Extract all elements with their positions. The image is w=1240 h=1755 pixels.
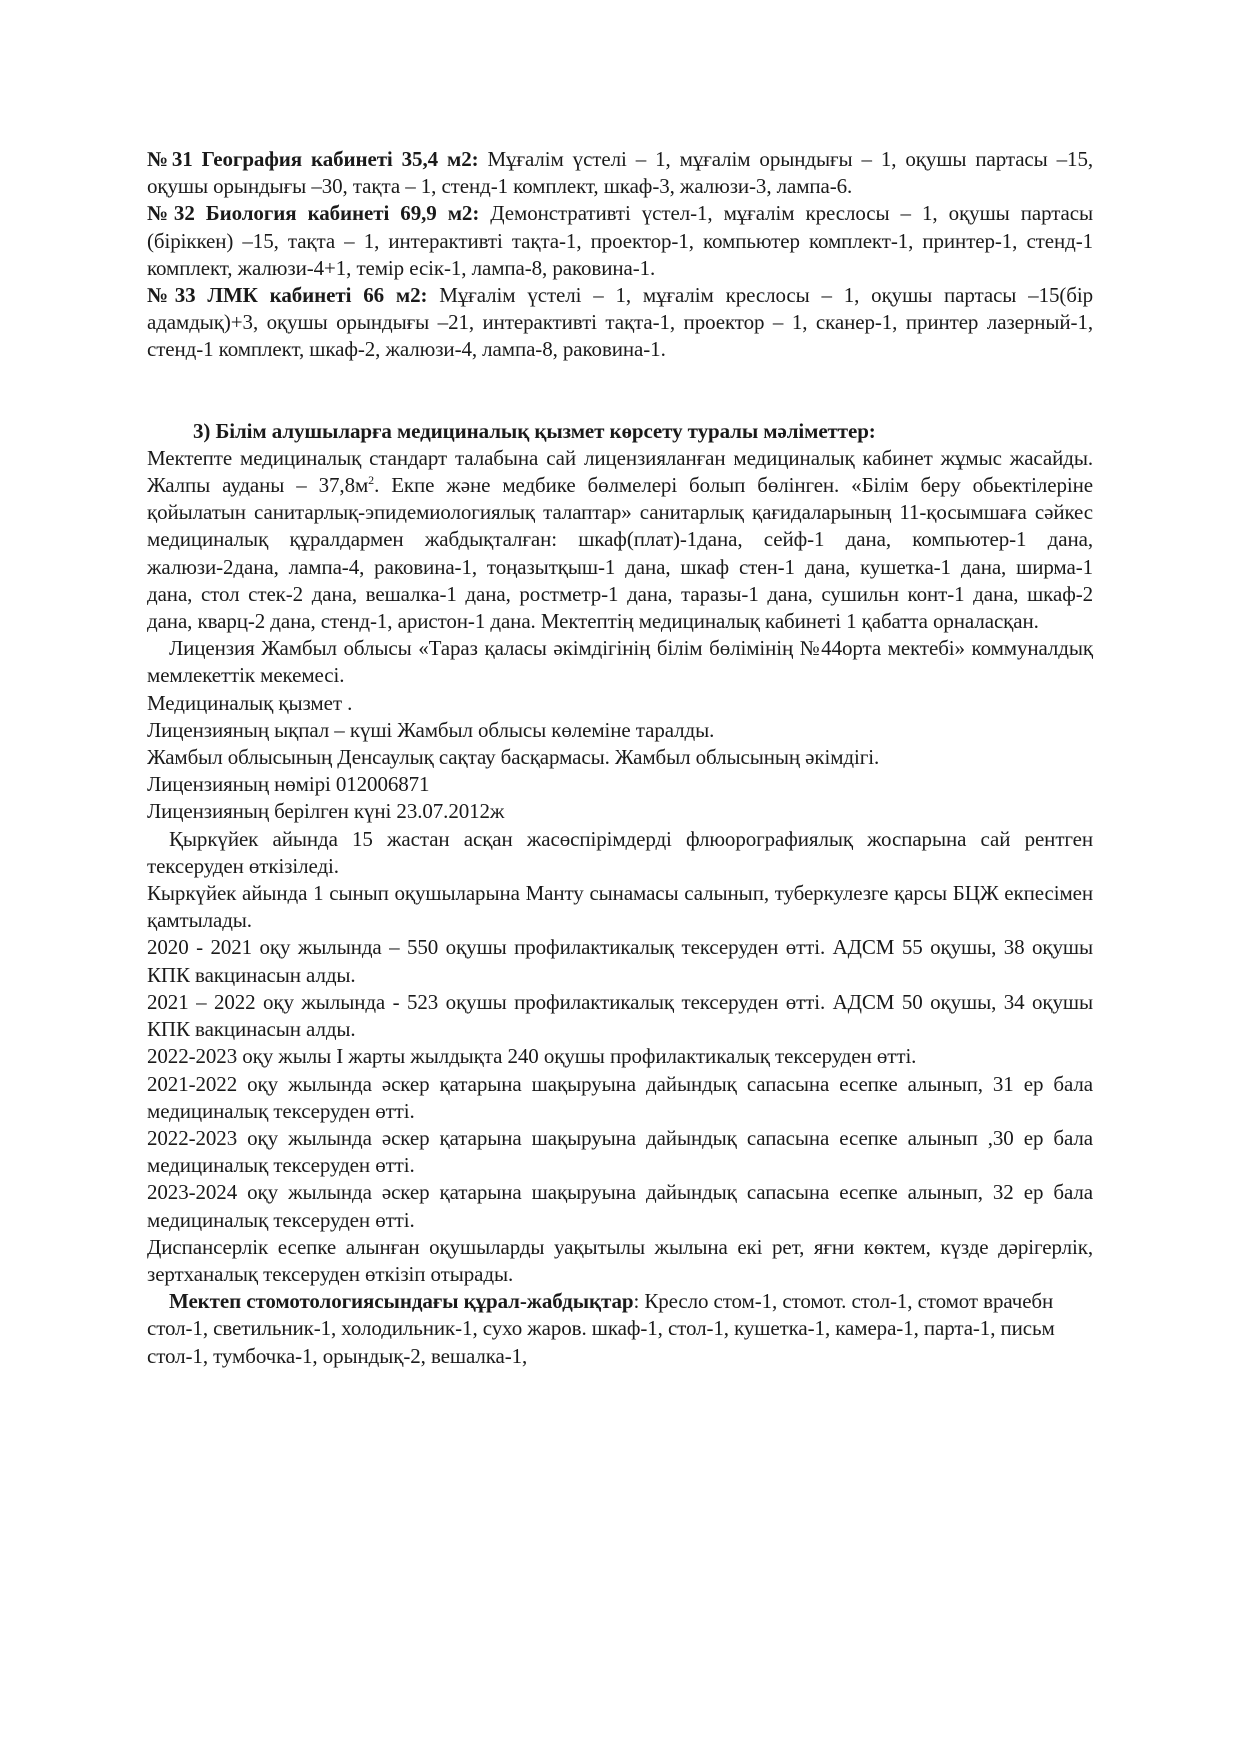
cabinet-33-title: №33 ЛМК кабинеті 66 м2:	[147, 283, 428, 308]
license-scope: Лицензияның ықпал – күші Жамбыл облысы көлеміне таралды.	[147, 717, 715, 742]
cabinet-33-text: Мұғалім үстелі – 1, мұғалім креслосы – 1, оқушы партасы –15(бір адамдық)+3, оқушы орындығы –21, интерактивті тақта-1, проектор – 1, сканер-1, принтер лазерный-1, стенд-1 комплект, шкаф-2, жалюзи-4, лампа-8, раковина-1.	[147, 283, 1093, 362]
dental-equipment-text: : Кресло стом-1, стомот. стол-1, стомот врачебн стол-1, светильник-1, холодильник-1, сухо жаров. шкаф-1, стол-1, кушетка-1, камера-1, парта-1, письм стол-1, тумбочка-1, орындық-2, вешалка-1,	[147, 1289, 1055, 1368]
document-page	[147, 146, 1093, 1370]
cabinet-32-text: Демонстративті үстел-1, мұғалім креслосы – 1, оқушы партасы (біріккен) –15, тақта – 1, интерактивті тақта-1, проектор-1, компьютер комплект-1, принтер-1, стенд-1 комплект, жалюзи-4+1, темір есік-1, лампа-8, раковина-1.	[147, 201, 1093, 280]
cabinet-31-text: Мұғалім үстелі – 1, мұғалім орындығы – 1, оқушы партасы –15, оқушы орындығы –30, тақта – 1, стенд-1 комплект, шкаф-3, жалюзи-3, лампа-6.	[147, 147, 1093, 199]
dental-equipment-paragraph	[147, 1288, 1093, 1370]
mantoux-paragraph: Кыркүйек айында 1 сынып оқушыларына Манту сынамасы салынып, туберкулезге қарсы БЦЖ екпесімен қамтылады.	[147, 881, 1093, 933]
dental-equipment-title: Мектеп стомотологиясындағы құрал-жабдықтар	[169, 1289, 634, 1314]
army-2021-2022-paragraph: 2021-2022 оқу жылында әскер қатарына шақыруына дайындық сапасына есепке алынып, 31 ер бала медициналық тексеруден өтті.	[147, 1071, 1093, 1123]
cabinet-31-title: №31 География кабинеті 35,4 м2:	[147, 147, 479, 171]
medical-service: Медициналық қызмет .	[147, 690, 353, 715]
year-2020-2021-paragraph: 2020 - 2021 оқу жылында – 550 оқушы профилактикалық тексеруден өтті. АДСМ 55 оқушы, 38 оқушы КПК вакцинасын алды.	[147, 935, 1093, 987]
cabinet-33-paragraph	[147, 282, 1093, 364]
cabinet-32-paragraph	[147, 200, 1093, 282]
army-2022-2023-paragraph: 2022-2023 оқу жылында әскер қатарына шақыруына дайындық сапасына есепке алынып ,30 ер бала медициналық тексеруден өтті.	[147, 1125, 1093, 1178]
license-date: Лицензияның берілген күні 23.07.2012ж	[147, 799, 505, 824]
intro-text-part1: Мектепте медициналық стандарт талабына сай лицензияланған медициналық кабинет жұмыс жасайды. Жалпы ауданы – 37,8м	[147, 445, 1093, 498]
year-2022-2023-half-paragraph: 2022-2023 оқу жылы І жарты жылдықта 240 оқушы профилактикалық тексеруден өтті.	[147, 1044, 917, 1069]
cabinet-32-title: №32 Биология кабинеті 69,9 м2:	[147, 201, 480, 226]
license-number: Лицензияның нөмірі 012006871	[147, 772, 430, 797]
army-2023-2024-paragraph: 2023-2024 оқу жылында әскер қатарына шақыруына дайындық сапасына есепке алынып, 32 ер бала медициналық тексеруден өтті.	[147, 1180, 1093, 1232]
section-gap	[147, 364, 1093, 418]
section-3-heading: 3) Білім алушыларға медициналық қызмет көрсету туралы мәліметтер:	[193, 418, 876, 443]
license-holder: Лицензия Жамбыл облысы «Тараз қаласы әкімдігінің білім бөлімінің №44орта мектебі» коммуналдық мемлекеттік мекемесі.	[147, 636, 1093, 688]
medical-cabinet-intro	[147, 445, 1093, 635]
license-issuer: Жамбыл облысының Денсаулық сақтау басқармасы. Жамбыл облысының әкімдігі.	[147, 745, 880, 770]
cabinet-31-paragraph	[147, 146, 1093, 200]
intro-text-part2: . Екпе және медбике бөлмелері болып бөлінген. «Білім беру обьектілеріне қойылатын санитарлық-эпидемиологиялық талаптар» санитарлық қағидаларының 11-қосымшаға сәйкес медициналық құралдармен жабдықталған: шкаф(плат)-1дана, сейф-1 дана, компьютер-1 дана, жалюзи-2дана, лампа-4, раковина-1, тоңазытқыш-1 дана, шкаф стен-1 дана, кушетка-1 дана, ширма-1 дана, стол стек-2 дана, вешалка-1 дана, ростметр-1 дана, таразы-1 дана, сушильн конт-1 дана, шкаф-2 дана, кварц-2 дана, стенд-1, аристон-1 дана. Мектептің медициналық кабинеті 1 қабатта орналасқан.	[147, 473, 1093, 634]
dispensary-paragraph: Диспансерлік есепке алынған оқушыларды уақытылы жылына екі рет, яғни көктем, күзде дәрігерлік, зертханалық тексеруден өткізіп отырады.	[147, 1234, 1093, 1286]
year-2021-2022-paragraph: 2021 – 2022 оқу жылында - 523 оқушы профилактикалық тексеруден өтті. АДСМ 50 оқушы, 34 оқушы КПК вакцинасын алды.	[147, 989, 1093, 1042]
area-superscript: 2	[368, 473, 375, 488]
xray-paragraph: Қыркүйек айында 15 жастан асқан жасөспірімдерді флюорографиялық жоспарына сай рентген тексеруден өткізіледі.	[147, 826, 1093, 878]
